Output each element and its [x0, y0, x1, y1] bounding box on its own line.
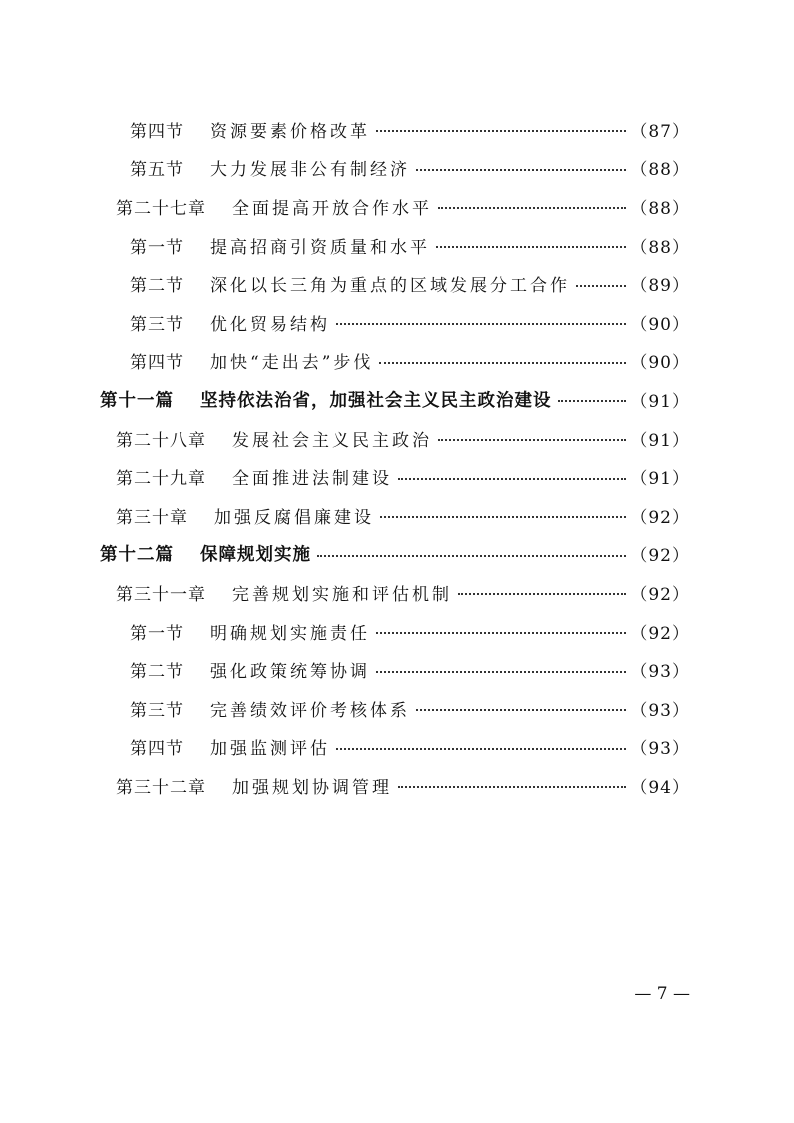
toc-entry-number: 第三十一章 [116, 584, 206, 605]
toc-entry-page: （90） [630, 353, 690, 374]
toc-entry[interactable] [0, 187, 794, 226]
toc-entry-title: 深化以长三角为重点的区域发展分工合作 [210, 276, 570, 297]
toc-entry-number: 第二节 [130, 276, 184, 297]
toc-entry-number: 第十二篇 [100, 545, 174, 566]
dot-leader [558, 400, 627, 402]
dot-leader [379, 362, 626, 364]
toc-entry-title: 明确规划实施责任 [210, 623, 370, 644]
toc-entry[interactable] [0, 496, 794, 535]
toc-entry-number: 第三节 [130, 314, 184, 335]
table-of-contents [0, 110, 794, 805]
toc-entry-page: （88） [630, 237, 690, 258]
toc-entry-title: 加强反腐倡廉建设 [214, 507, 374, 528]
dot-leader [317, 555, 626, 557]
toc-entry-page: （93） [630, 739, 690, 760]
dot-leader [336, 323, 626, 325]
toc-entry[interactable] [0, 149, 794, 188]
dot-leader [576, 285, 626, 287]
toc-entry-number: 第四节 [130, 353, 184, 374]
toc-entry-page: （87） [630, 121, 690, 142]
dot-leader [416, 169, 626, 171]
toc-entry-title: 坚持依法治省，加强社会主义民主政治建设 [200, 390, 552, 411]
toc-entry[interactable] [0, 226, 794, 265]
toc-entry-title: 全面提高开放合作水平 [232, 198, 432, 219]
toc-entry-number: 第二十七章 [116, 198, 206, 219]
toc-entry[interactable] [0, 342, 794, 381]
toc-entry-number: 第四节 [130, 739, 184, 760]
toc-entry-title: 完善绩效评价考核体系 [210, 700, 410, 721]
dot-leader [416, 709, 626, 711]
dot-leader [436, 246, 626, 248]
toc-entry[interactable] [0, 110, 794, 149]
toc-entry[interactable] [0, 303, 794, 342]
toc-entry[interactable] [0, 573, 794, 612]
toc-entry-page: （91） [630, 469, 690, 490]
dot-leader [438, 207, 626, 209]
toc-entry[interactable] [0, 264, 794, 303]
toc-entry-title: 全面推进法制建设 [232, 469, 392, 490]
toc-entry-page: （88） [630, 160, 690, 181]
toc-entry-number: 第十一篇 [100, 390, 174, 411]
dot-leader [398, 786, 626, 788]
toc-entry[interactable] [0, 419, 794, 458]
dot-leader [438, 439, 626, 441]
toc-entry-title: 优化贸易结构 [210, 314, 330, 335]
dot-leader [376, 130, 626, 132]
toc-entry-number: 第三节 [130, 700, 184, 721]
toc-entry-title: 发展社会主义民主政治 [232, 430, 432, 451]
toc-entry-title: 大力发展非公有制经济 [210, 160, 410, 181]
toc-entry[interactable] [0, 689, 794, 728]
dot-leader [380, 516, 626, 518]
toc-entry[interactable] [0, 535, 794, 574]
toc-entry[interactable] [0, 650, 794, 689]
toc-entry-page: （91） [630, 391, 690, 412]
toc-entry-title: 加强监测评估 [210, 739, 330, 760]
toc-entry-page: （92） [630, 546, 690, 567]
toc-entry-number: 第二十九章 [116, 469, 206, 490]
toc-entry-page: （94） [630, 777, 690, 798]
toc-entry[interactable] [0, 457, 794, 496]
toc-entry-number: 第二十八章 [116, 430, 206, 451]
toc-entry-page: （88） [630, 198, 690, 219]
toc-entry-number: 第一节 [130, 623, 184, 644]
toc-entry-page: （93） [630, 700, 690, 721]
toc-entry-page: （90） [630, 314, 690, 335]
toc-entry[interactable] [0, 612, 794, 651]
toc-entry-page: （93） [630, 662, 690, 683]
toc-entry-page: （91） [630, 430, 690, 451]
dot-leader [398, 478, 626, 480]
toc-entry-page: （92） [630, 623, 690, 644]
toc-entry-title: 强化政策统筹协调 [210, 662, 370, 683]
page-footer [0, 984, 794, 1008]
toc-entry-number: 第一节 [130, 237, 184, 258]
dot-leader [376, 671, 626, 673]
dot-leader [376, 632, 626, 634]
toc-entry-number: 第三十二章 [116, 777, 206, 798]
toc-entry-title: 完善规划实施和评估机制 [232, 584, 452, 605]
toc-entry-number: 第二节 [130, 662, 184, 683]
toc-entry-title: 资源要素价格改革 [210, 121, 370, 142]
toc-entry-number: 第五节 [130, 160, 184, 181]
toc-entry-title: 保障规划实施 [200, 545, 311, 566]
dot-leader [336, 748, 626, 750]
toc-entry-number: 第三十章 [116, 507, 188, 528]
toc-entry[interactable] [0, 380, 794, 419]
toc-entry-page: （89） [630, 276, 690, 297]
toc-entry[interactable] [0, 766, 794, 805]
toc-entry-title: 加快“走出去”步伐 [210, 353, 374, 374]
toc-entry[interactable] [0, 728, 794, 767]
toc-entry-title: 提高招商引资质量和水平 [210, 237, 430, 258]
dot-leader [458, 593, 626, 595]
toc-entry-number: 第四节 [130, 121, 184, 142]
toc-entry-title: 加强规划协调管理 [232, 777, 392, 798]
toc-entry-page: （92） [630, 507, 690, 528]
toc-entry-page: （92） [630, 584, 690, 605]
page-number: — 7 — [634, 984, 690, 1004]
